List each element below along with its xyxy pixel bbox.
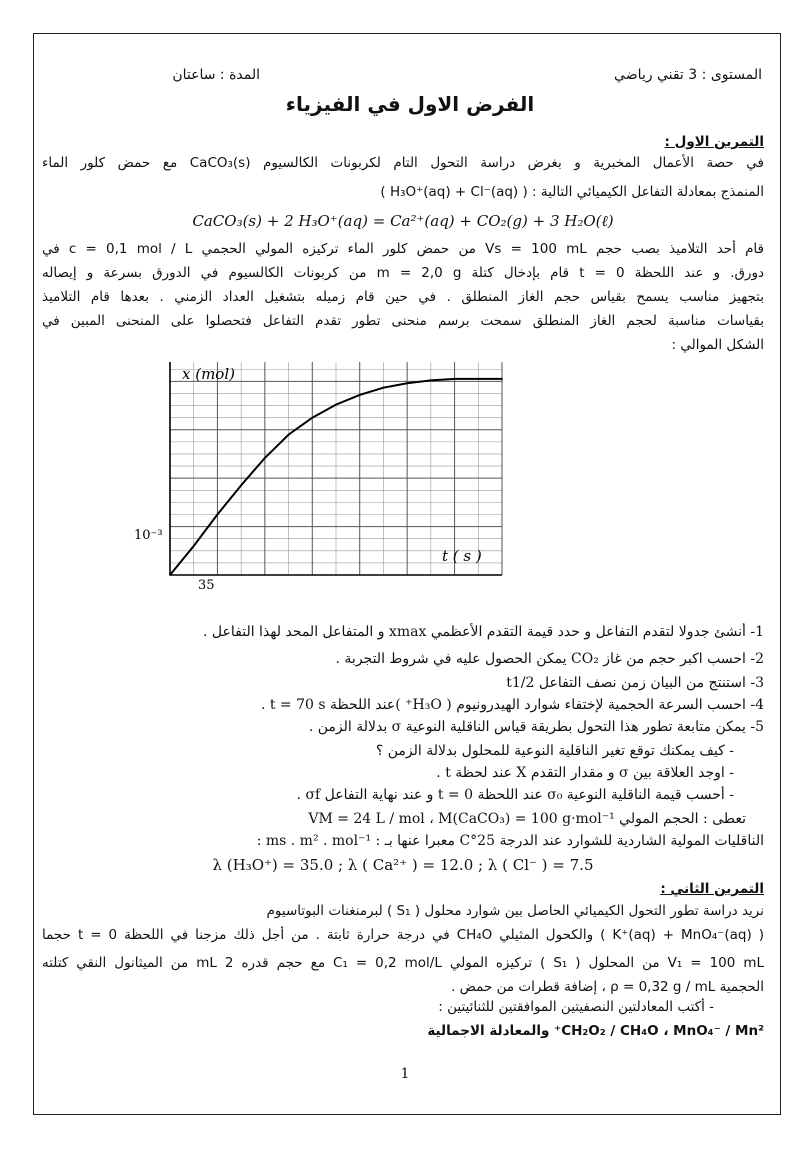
page-number: 1 xyxy=(400,1066,410,1082)
data-point xyxy=(430,379,432,381)
given-molar-data: تعطى : الحجم المولي VM = 24 L / mol ، M(CaCO₃) = 100 g·mol⁻¹ xyxy=(308,811,746,827)
exercise1-heading: التمرين الاول : xyxy=(664,134,764,150)
level-label: المستوى : 3 تقني رياضي xyxy=(614,67,762,83)
ex1-text-line4: بقياسات مناسبة لحجم الغاز المنطلق سمحت برسم منحنى تطور تقدم التفاعل فتحصلوا على المنحنى المبين في xyxy=(42,313,764,329)
ex2-line6: CH₂O₂ / CH₄O ، MnO₄⁻ / Mn²⁺ والمعادلة الاجمالية xyxy=(427,1023,764,1039)
data-point xyxy=(288,434,290,436)
data-point xyxy=(406,382,408,384)
data-point xyxy=(501,378,503,380)
data-point xyxy=(335,404,337,406)
data-point xyxy=(359,394,361,396)
chart-xlabel: t ( s ) xyxy=(442,547,482,565)
ex2-line5: - أكتب المعادلتين النصفيتين الموافقتين للثنائيتين : xyxy=(438,999,714,1015)
chart-ylabel: x (mol) xyxy=(182,365,235,383)
given-conductivities: الناقليات المولية الشاردية للشوارد عند الدرجة 25°C معبرا عنها بـ : ms . m² . mol⁻¹ : xyxy=(256,833,764,849)
ex1-text-line5: الشكل الموالي : xyxy=(671,337,764,353)
data-point xyxy=(383,387,385,389)
question-5a: - كيف يمكنك توقع تغير الناقلية النوعية للمحلول بدلالة الزمن ؟ xyxy=(375,743,734,759)
data-point xyxy=(477,378,479,380)
question-1: 1- أنشئ جدولا لتقدم التفاعل و حدد قيمة التقدم الأعظمي xmax و المتفاعل المحد لهذا التفاعل . xyxy=(203,624,764,640)
given-lambda-values: λ (H₃O⁺) = 35.0 ; λ ( Ca²⁺ ) = 12.0 ; λ ( Cl⁻ ) = 7.5 xyxy=(212,856,594,874)
progress-chart xyxy=(120,348,510,610)
ex1-text-line3: بتجهيز مناسب يسمح بقياس حجم الغاز المنطلق . في حين قام زميله بتشغيل العداد الزمني . بعدها قام التلاميذ xyxy=(42,289,764,305)
data-point xyxy=(311,417,313,419)
ex2-line4: الحجمية ρ = 0,32 g / mL ، إضافة قطرات من حمض . xyxy=(451,979,764,995)
ex1-text-line2: دورق. و عند اللحظة t = 0 قام بإدخال كتلة m = 2,0 g من كربونات الكالسيوم في الدورق بسرعة و إيصاله xyxy=(42,265,764,281)
ex2-line1: نريد دراسة تطور التحول الكيميائي الحاصل بين شوارد محلول ( S₁ ) لبرمنغنات البوتاسيوم xyxy=(266,903,764,919)
chart-x-tick-label: 35 xyxy=(198,578,215,593)
ex2-line2: ( K⁺(aq) + MnO₄⁻(aq) ) والكحول المثيلي CH₄O في درجة حرارة ثابتة . من أجل ذلك مزجنا في اللحظة t = 0 حجما xyxy=(42,927,764,943)
data-point xyxy=(169,574,171,576)
question-5c: - أحسب قيمة الناقلية النوعية σ₀ عند اللحظة t = 0 و عند نهاية التفاعل σf . xyxy=(296,787,734,803)
chart-grid-minor xyxy=(170,362,502,575)
data-point xyxy=(264,457,266,459)
chart-y-tick-label: 10⁻³ xyxy=(134,528,163,543)
ex1-intro-line2: المنمذج بمعادلة التفاعل الكيميائي التالية : ( H₃O⁺(aq) + Cl⁻(aq) ) xyxy=(380,184,764,200)
question-3: 3- استنتج من البيان زمن نصف التفاعل t1/2 xyxy=(506,675,764,691)
ex2-line3: V₁ = 100 mL من المحلول ( S₁ ) تركيزه المولي C₁ = 0,2 mol/L مع حجم قدره 2 mL من الميثانول النقي كتلته xyxy=(42,955,764,971)
data-point xyxy=(217,514,219,516)
data-point xyxy=(193,545,195,547)
question-2: 2- احسب اكبر حجم من غاز CO₂ يمكن الحصول عليه في شروط التجربة . xyxy=(335,651,764,667)
data-point xyxy=(240,485,242,487)
ex1-text-line1: قام أحد التلاميذ بصب حجم Vs = 100 mL من حمض كلور الماء تركيزه المولي الحجمي c = 0,1 mol / L في xyxy=(42,241,764,257)
ex1-intro-line1: في حصة الأعمال المخبرية و بغرض دراسة التحول التام لكربونات الكالسيوم CaCO₃(s) مع حمض كلور الماء xyxy=(42,155,764,171)
data-point xyxy=(454,378,456,380)
exercise2-heading: التمرين الثاني : xyxy=(660,881,764,897)
page-title: الفرض الاول في الفيزياء xyxy=(285,92,535,116)
question-5b: - اوجد العلاقة بين σ و مقدار التقدم X عند لحظة t . xyxy=(436,765,734,781)
duration-label: المدة : ساعتان xyxy=(172,67,260,83)
reaction-equation: CaCO₃(s) + 2 H₃O⁺(aq) = Ca²⁺(aq) + CO₂(g) + 3 H₂O(ℓ) xyxy=(192,212,614,230)
question-5: 5- يمكن متابعة تطور هذا التحول بطريقة قياس الناقلية النوعية σ بدلالة الزمن . xyxy=(308,719,764,735)
question-4: 4- احسب السرعة الحجمية لإختفاء شوارد الهيدرونيوم ( H₃O⁺ )عند اللحظة t = 70 s . xyxy=(260,697,764,713)
